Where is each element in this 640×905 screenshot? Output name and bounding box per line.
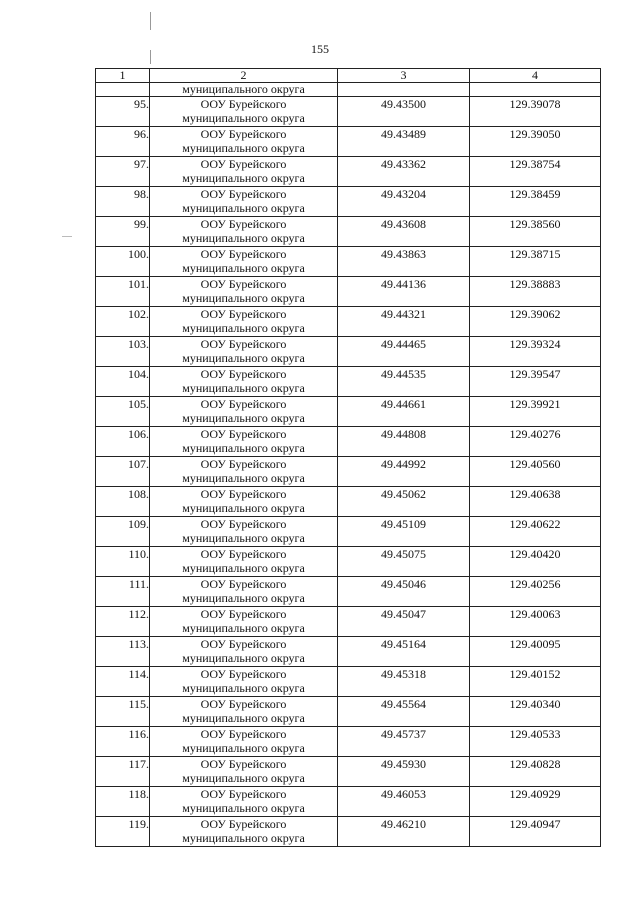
latitude-cell: 49.45046	[338, 577, 470, 607]
latitude-cell: 49.44321	[338, 307, 470, 337]
latitude-cell: 49.44661	[338, 397, 470, 427]
row-number-cell: 115.	[96, 697, 150, 727]
longitude-cell: 129.38560	[470, 217, 601, 247]
table-row	[96, 607, 601, 637]
longitude-cell: 129.38754	[470, 157, 601, 187]
latitude-cell: 49.43863	[338, 247, 470, 277]
row-number-cell: 108.	[96, 487, 150, 517]
latitude-cell: 49.45075	[338, 547, 470, 577]
row-number-cell: 103.	[96, 337, 150, 367]
row-number-cell: 111.	[96, 577, 150, 607]
margin-mark-top	[150, 12, 151, 30]
row-number-cell: 100.	[96, 247, 150, 277]
latitude-cell: 49.45930	[338, 757, 470, 787]
object-name-line-2: муниципального округа	[182, 621, 305, 635]
longitude-cell: 129.38883	[470, 277, 601, 307]
object-name-line-2: муниципального округа	[182, 711, 305, 725]
longitude-cell: 129.40256	[470, 577, 601, 607]
row-number-cell: 95.	[96, 97, 150, 127]
row-number-cell: 112.	[96, 607, 150, 637]
object-name-line-2: муниципального округа	[182, 561, 305, 575]
object-name-line-1: ООУ Бурейского	[200, 277, 287, 291]
object-name-cell	[150, 667, 338, 697]
object-name-line-1: ООУ Бурейского	[200, 247, 287, 261]
table-row	[96, 307, 601, 337]
latitude-cell: 49.45062	[338, 487, 470, 517]
object-name-line-2: муниципального округа	[182, 321, 305, 335]
header-col-2: 2	[150, 69, 338, 83]
object-name-line-2: муниципального округа	[182, 591, 305, 605]
object-name-cell	[150, 547, 338, 577]
longitude-cell: 129.40929	[470, 787, 601, 817]
carryover-lon-cell	[470, 83, 601, 97]
table-row	[96, 247, 601, 277]
row-number-cell: 109.	[96, 517, 150, 547]
table-row	[96, 727, 601, 757]
object-name-line-1: ООУ Бурейского	[200, 427, 287, 441]
object-name-line-2: муниципального округа	[182, 501, 305, 515]
page-number: 155	[311, 42, 329, 56]
object-name-line-1: ООУ Бурейского	[200, 517, 287, 531]
coordinates-table	[95, 68, 601, 847]
object-name-line-1: ООУ Бурейского	[200, 187, 287, 201]
latitude-cell: 49.43489	[338, 127, 470, 157]
longitude-cell: 129.39062	[470, 307, 601, 337]
longitude-cell: 129.39324	[470, 337, 601, 367]
object-name-line-2: муниципального округа	[182, 381, 305, 395]
latitude-cell: 49.45047	[338, 607, 470, 637]
row-number-cell: 106.	[96, 427, 150, 457]
margin-mark	[150, 50, 151, 64]
object-name-line-2: муниципального округа	[182, 351, 305, 365]
object-name-cell	[150, 397, 338, 427]
object-name-line-2: муниципального округа	[182, 411, 305, 425]
object-name-line-1: ООУ Бурейского	[200, 697, 287, 711]
object-name-line-2: муниципального округа	[182, 111, 305, 125]
object-name-line-1: ООУ Бурейского	[200, 577, 287, 591]
latitude-cell: 49.43362	[338, 157, 470, 187]
row-number-cell: 114.	[96, 667, 150, 697]
object-name-line-1: ООУ Бурейского	[200, 457, 287, 471]
table-row	[96, 697, 601, 727]
object-name-line-1: ООУ Бурейского	[200, 487, 287, 501]
object-name-cell	[150, 457, 338, 487]
object-name-cell	[150, 187, 338, 217]
table-row	[96, 217, 601, 247]
row-number-cell: 99.	[96, 217, 150, 247]
latitude-cell: 49.45164	[338, 637, 470, 667]
table-row	[96, 757, 601, 787]
object-name-line-2: муниципального округа	[182, 531, 305, 545]
object-name-line-1: ООУ Бурейского	[200, 97, 287, 111]
object-name-line-1: ООУ Бурейского	[200, 817, 287, 831]
object-name-line-1: ООУ Бурейского	[200, 787, 287, 801]
row-number-cell: 110.	[96, 547, 150, 577]
longitude-cell: 129.39921	[470, 397, 601, 427]
object-name-line-1: ООУ Бурейского	[200, 157, 287, 171]
object-name-cell	[150, 97, 338, 127]
longitude-cell: 129.40638	[470, 487, 601, 517]
object-name-line-1: ООУ Бурейского	[200, 367, 287, 381]
object-name-cell	[150, 697, 338, 727]
object-name-cell	[150, 517, 338, 547]
row-number-cell: 117.	[96, 757, 150, 787]
longitude-cell: 129.40340	[470, 697, 601, 727]
row-number-cell: 102.	[96, 307, 150, 337]
object-name-cell	[150, 307, 338, 337]
object-name-line-2: муниципального округа	[182, 141, 305, 155]
table-row	[96, 787, 601, 817]
latitude-cell: 49.45109	[338, 517, 470, 547]
row-number-cell: 116.	[96, 727, 150, 757]
object-name-line-2: муниципального округа	[182, 261, 305, 275]
object-name-cell	[150, 607, 338, 637]
margin-dot	[62, 236, 72, 237]
object-name-cell	[150, 487, 338, 517]
longitude-cell: 129.38715	[470, 247, 601, 277]
object-name-cell	[150, 577, 338, 607]
object-name-cell	[150, 157, 338, 187]
object-name-line-1: ООУ Бурейского	[200, 397, 287, 411]
row-number-cell: 107.	[96, 457, 150, 487]
object-name-line-2: муниципального округа	[182, 681, 305, 695]
latitude-cell: 49.46210	[338, 817, 470, 847]
table-row	[96, 97, 601, 127]
object-name-cell	[150, 277, 338, 307]
table-row	[96, 487, 601, 517]
latitude-cell: 49.44992	[338, 457, 470, 487]
longitude-cell: 129.40420	[470, 547, 601, 577]
object-name-cell	[150, 247, 338, 277]
table-row	[96, 517, 601, 547]
table-row	[96, 667, 601, 697]
header-col-3: 3	[338, 69, 470, 83]
carryover-num-cell	[96, 83, 150, 97]
object-name-line-1: ООУ Бурейского	[200, 307, 287, 321]
carryover-row	[96, 83, 601, 97]
longitude-cell: 129.40947	[470, 817, 601, 847]
latitude-cell: 49.43500	[338, 97, 470, 127]
longitude-cell: 129.38459	[470, 187, 601, 217]
object-name-line-1: ООУ Бурейского	[200, 637, 287, 651]
longitude-cell: 129.40095	[470, 637, 601, 667]
table-row	[96, 397, 601, 427]
table-row	[96, 337, 601, 367]
object-name-line-2: муниципального округа	[182, 471, 305, 485]
row-number-cell: 119.	[96, 817, 150, 847]
header-col-1: 1	[96, 69, 150, 83]
latitude-cell: 49.45737	[338, 727, 470, 757]
latitude-cell: 49.45318	[338, 667, 470, 697]
table-row	[96, 547, 601, 577]
latitude-cell: 49.44465	[338, 337, 470, 367]
object-name-cell	[150, 637, 338, 667]
table-row	[96, 127, 601, 157]
object-name-line-1: ООУ Бурейского	[200, 127, 287, 141]
latitude-cell: 49.44535	[338, 367, 470, 397]
latitude-cell: 49.44136	[338, 277, 470, 307]
object-name-cell	[150, 127, 338, 157]
object-name-line-2: муниципального округа	[182, 231, 305, 245]
object-name-line-2: муниципального округа	[182, 831, 305, 845]
object-name-line-2: муниципального округа	[182, 171, 305, 185]
carryover-lat-cell	[338, 83, 470, 97]
row-number-cell: 101.	[96, 277, 150, 307]
latitude-cell: 49.46053	[338, 787, 470, 817]
longitude-cell: 129.40063	[470, 607, 601, 637]
object-name-cell	[150, 757, 338, 787]
table-header-row	[96, 69, 601, 83]
table-row	[96, 277, 601, 307]
latitude-cell: 49.45564	[338, 697, 470, 727]
latitude-cell: 49.43608	[338, 217, 470, 247]
latitude-cell: 49.43204	[338, 187, 470, 217]
object-name-line-2: муниципального округа	[182, 651, 305, 665]
longitude-cell: 129.40560	[470, 457, 601, 487]
table-row	[96, 817, 601, 847]
table-row	[96, 637, 601, 667]
row-number-cell: 97.	[96, 157, 150, 187]
object-name-line-1: ООУ Бурейского	[200, 337, 287, 351]
object-name-cell	[150, 787, 338, 817]
object-name-line-2: муниципального округа	[182, 291, 305, 305]
object-name-line-1: ООУ Бурейского	[200, 667, 287, 681]
object-name-cell	[150, 427, 338, 457]
longitude-cell: 129.39050	[470, 127, 601, 157]
object-name-line-1: ООУ Бурейского	[200, 727, 287, 741]
row-number-cell: 98.	[96, 187, 150, 217]
object-name-line-2: муниципального округа	[182, 441, 305, 455]
table-row	[96, 367, 601, 397]
object-name-line-1: ООУ Бурейского	[200, 607, 287, 621]
table-row	[96, 427, 601, 457]
longitude-cell: 129.39547	[470, 367, 601, 397]
header-col-4: 4	[470, 69, 601, 83]
longitude-cell: 129.39078	[470, 97, 601, 127]
object-name-cell	[150, 217, 338, 247]
table-row	[96, 187, 601, 217]
longitude-cell: 129.40828	[470, 757, 601, 787]
latitude-cell: 49.44808	[338, 427, 470, 457]
object-name-line-2: муниципального округа	[182, 771, 305, 785]
row-number-cell: 113.	[96, 637, 150, 667]
object-name-line-2: муниципального округа	[182, 201, 305, 215]
object-name-line-2: муниципального округа	[182, 801, 305, 815]
row-number-cell: 105.	[96, 397, 150, 427]
carryover-name-cell: муниципального округа	[150, 83, 338, 97]
row-number-cell: 104.	[96, 367, 150, 397]
object-name-cell	[150, 367, 338, 397]
longitude-cell: 129.40276	[470, 427, 601, 457]
object-name-line-2: муниципального округа	[182, 741, 305, 755]
table-row	[96, 457, 601, 487]
object-name-cell	[150, 727, 338, 757]
row-number-cell: 118.	[96, 787, 150, 817]
object-name-cell	[150, 817, 338, 847]
longitude-cell: 129.40533	[470, 727, 601, 757]
object-name-cell	[150, 337, 338, 367]
object-name-line-1: ООУ Бурейского	[200, 547, 287, 561]
table-row	[96, 157, 601, 187]
longitude-cell: 129.40152	[470, 667, 601, 697]
longitude-cell: 129.40622	[470, 517, 601, 547]
object-name-line-1: ООУ Бурейского	[200, 757, 287, 771]
object-name-line-1: ООУ Бурейского	[200, 217, 287, 231]
table-row	[96, 577, 601, 607]
row-number-cell: 96.	[96, 127, 150, 157]
